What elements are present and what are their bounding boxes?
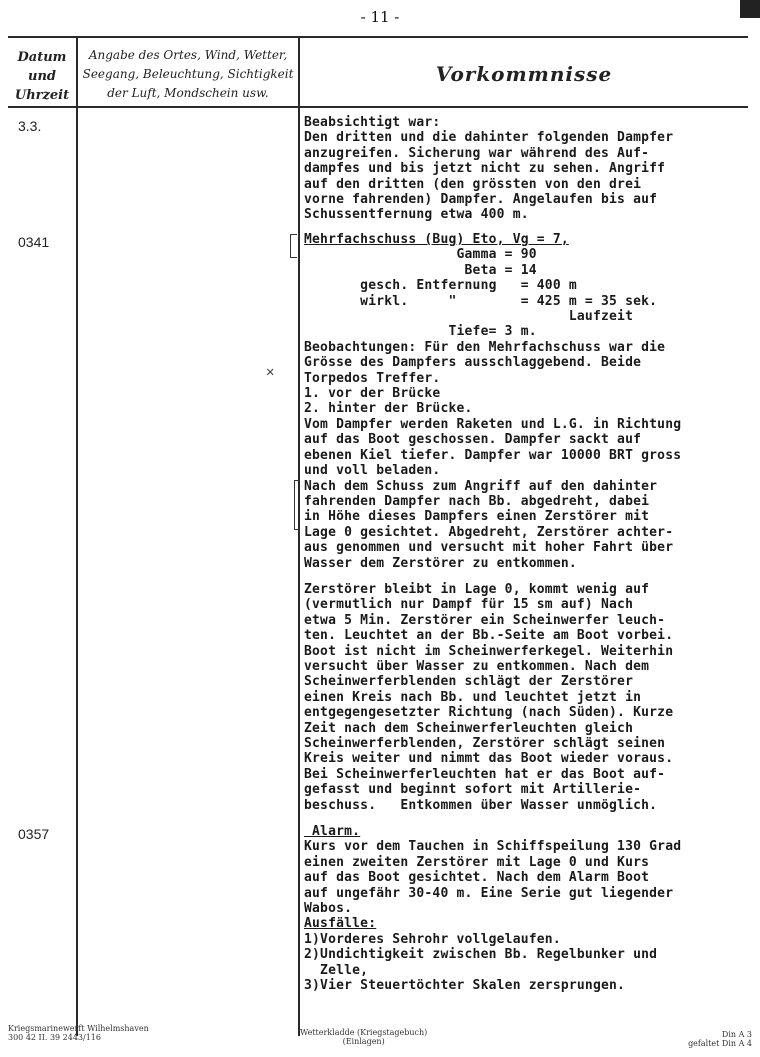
entry-line: Beabsichtigt war:	[304, 115, 441, 130]
entry-block-destroyer	[304, 582, 756, 813]
entry-line: Beta = 14	[304, 262, 537, 278]
entry-line: auf das Boot geschossen. Dampfer sackt auf	[304, 432, 642, 448]
entry-line: 1)Vorderes Sehrohr vollgelaufen.	[304, 931, 561, 947]
margin-bracket-2	[294, 480, 300, 530]
entry-line: Grösse des Dampfers ausschlaggebend. Beide	[304, 355, 642, 371]
column-divider-2	[298, 36, 300, 1036]
entry-block-attack	[304, 232, 756, 571]
entry-line: gesch. Entfernung = 400 m	[304, 278, 577, 294]
entry-line: etwa 5 Min. Zerstörer ein Scheinwerfer leuch-	[304, 612, 666, 628]
entry-line: beschuss. Entkommen über Wasser unmöglich.	[304, 797, 658, 813]
location-header-line-2: Seegang, Beleuchtung, Sichtigkeit	[82, 67, 294, 81]
entry-line: ebenen Kiel tiefer. Dampfer war 10000 BRT gross	[304, 447, 682, 463]
page-number: - 11 -	[360, 8, 400, 26]
footer-form-title	[300, 1028, 427, 1046]
entry-line: Laufzeit	[304, 309, 634, 325]
entry-line: Scheinwerferblenden schlägt der Zerstörer	[304, 674, 634, 690]
entry-line: anzugreifen. Sicherung war während des Auf-	[304, 145, 650, 161]
entry-line: versucht über Wasser zu entkommen. Nach dem	[304, 659, 650, 675]
entry-block-alarm	[304, 824, 756, 993]
footer-paper-line-1: Din A 3	[721, 1030, 752, 1039]
entry-line: ten. Leuchtet an der Bb.-Seite am Boot vorbei.	[304, 628, 674, 644]
entry-line: auf ungefähr 30-40 m. Eine Serie gut liegender	[304, 885, 674, 901]
location-header-line-3: der Luft, Mondschein usw.	[107, 86, 269, 100]
entry-line: Zerstörer bleibt in Lage 0, kommt wenig auf	[304, 582, 650, 597]
top-rule	[8, 36, 748, 38]
entry-line: auf das Boot gesichtet. Nach dem Alarm Boot	[304, 870, 650, 886]
entry-line: 1. vor der Brücke	[304, 386, 441, 402]
entry-line: aus genommen und versucht mit hoher Fahrt über	[304, 540, 674, 556]
entry-line: Den dritten und die dahinter folgenden Dampfer	[304, 130, 674, 146]
entry-line: auf den dritten (den grössten von den drei	[304, 176, 642, 192]
entry-line: entgegengesetzter Richtung (nach Süden). Kurze	[304, 705, 674, 721]
entry-line: einen Kreis nach Bb. und leuchtet jetzt in	[304, 689, 642, 705]
entry-line: Bei Scheinwerferleuchten hat er das Boot auf-	[304, 766, 666, 782]
date-header-line-3: Uhrzeit	[14, 88, 70, 103]
time-mark-0341: 0341	[18, 234, 50, 250]
entry-line: Zelle,	[304, 962, 369, 978]
entry-line: vorne fahrenden) Dampfer. Angelaufen bis auf	[304, 192, 658, 208]
date-column-header	[8, 48, 76, 105]
footer-paper-size	[668, 1030, 752, 1048]
entry-line: 3)Vier Steuertöchter Skalen zersprungen.	[304, 978, 626, 994]
entry-line: Wasser dem Zerstörer zu entkommen.	[304, 555, 577, 571]
events-column-header: Vorkommnisse	[435, 62, 613, 86]
header-rule	[8, 106, 748, 108]
footer-paper-line-2: gefaltet Din A 4	[688, 1039, 752, 1048]
footer-printer-line-2: 300 42 II. 39 2443/116	[8, 1033, 101, 1042]
entry-line: Wabos.	[304, 901, 353, 917]
entry-line: Ausfälle:	[304, 916, 377, 932]
entry-line: einen zweiten Zerstörer mit Lage 0 und Kurs	[304, 854, 650, 870]
entry-line: Zeit nach dem Scheinwerferleuchten gleich	[304, 720, 634, 736]
entry-line: Tiefe= 3 m.	[304, 324, 537, 340]
time-mark-0357: 0357	[18, 826, 50, 842]
date-header-line-1: Datum	[17, 50, 67, 65]
entry-line: Boot ist nicht im Scheinwerferkegel. Weiterhin	[304, 643, 674, 659]
entry-line: Nach dem Schuss zum Angriff auf den dahinter	[304, 478, 658, 494]
entry-line: Kurs vor dem Tauchen in Schiffspeilung 130 Grad	[304, 839, 682, 855]
scan-corner-mark	[740, 0, 760, 18]
location-header-line-1: Angabe des Ortes, Wind, Wetter,	[88, 48, 288, 62]
margin-cross-mark: ✕	[266, 364, 275, 380]
entry-line: Alarm.	[304, 824, 361, 839]
entry-line: Gamma = 90	[304, 247, 537, 263]
entry-line: gefasst und beginnt sofort mit Artillerie-	[304, 782, 642, 798]
footer-form-line-2: (Einlagen)	[342, 1037, 385, 1046]
entry-line: (vermutlich nur Dampf für 15 sm auf) Nach	[304, 597, 634, 613]
location-column-header	[80, 46, 296, 103]
entry-block-intent	[304, 115, 756, 223]
date-header-line-2: und	[28, 69, 56, 84]
column-divider-1	[76, 36, 78, 1036]
entry-line: Schussentfernung etwa 400 m.	[304, 207, 529, 223]
entry-line: Torpedos Treffer.	[304, 370, 441, 386]
entry-line: Scheinwerferblenden, Zerstörer schlägt seinen	[304, 736, 666, 752]
entry-line: Mehrfachschuss (Bug) Eto, Vg = 7,	[304, 232, 569, 247]
entry-line: Kreis weiter und nimmt das Boot wieder voraus.	[304, 751, 674, 767]
footer-printer	[8, 1024, 149, 1042]
entry-line: in Höhe dieses Dampfers einen Zerstörer mit	[304, 509, 650, 525]
entry-line: 2)Undichtigkeit zwischen Bb. Regelbunker und	[304, 947, 658, 963]
entry-line: Vom Dampfer werden Raketen und L.G. in Richtung	[304, 416, 682, 432]
footer-printer-line-1: Kriegsmarinewerft Wilhelmshaven	[8, 1024, 149, 1033]
date-mark: 3.3.	[18, 118, 42, 134]
entry-line: Lage 0 gesichtet. Abgedreht, Zerstörer achter-	[304, 524, 674, 540]
margin-bracket-1	[290, 234, 297, 258]
entry-line: wirkl. " = 425 m = 35 sek.	[304, 293, 658, 309]
entry-line: Beobachtungen: Für den Mehrfachschuss war die	[304, 339, 666, 355]
entry-line: dampfes und bis jetzt nicht zu sehen. Angriff	[304, 161, 666, 177]
entry-line: und voll beladen.	[304, 463, 441, 479]
entry-line: 2. hinter der Brücke.	[304, 401, 473, 417]
footer-form-line-1: Wetterkladde (Kriegstagebuch)	[300, 1028, 428, 1037]
entry-line: fahrenden Dampfer nach Bb. abgedreht, dabei	[304, 493, 650, 509]
